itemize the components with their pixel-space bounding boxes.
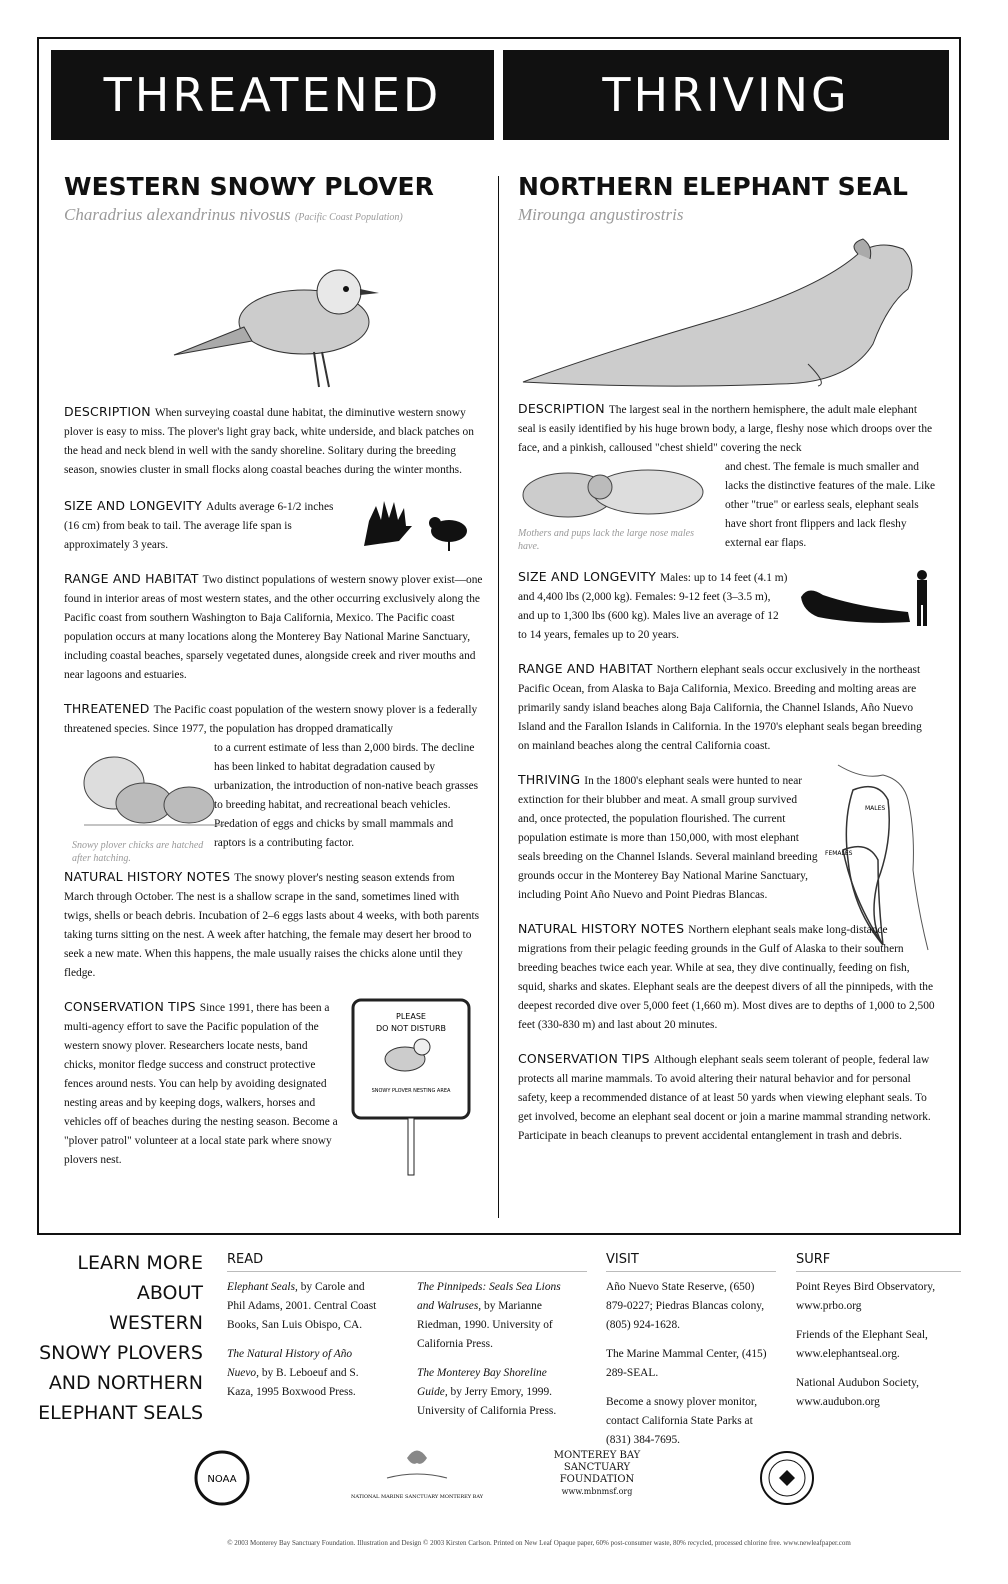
species-latin: Mirounga angustirostris: [518, 205, 684, 224]
plover-chicks-illustration: [74, 743, 224, 833]
visit-item: Año Nuevo State Reserve, (650) 879-0227; Piedras Blancas colony, (805) 924-1628.: [606, 1281, 765, 1331]
visit-item: The Marine Mammal Center, (415) 289-SEAL.: [606, 1348, 767, 1379]
reference-item: The Monterey Bay Shoreline Guide, by Jerry Emory, 1999. University of California Press.: [417, 1367, 557, 1417]
sign-line2: DO NOT DISTURB: [375, 1024, 447, 1033]
commerce-seal-logo: [757, 1448, 817, 1508]
chick-caption: Snowy plover chicks are hatched after hatching.: [72, 840, 204, 864]
surf-section: [796, 1250, 961, 1422]
read-heading: READ: [227, 1250, 587, 1272]
plover-column: [64, 170, 486, 1170]
surf-item: Friends of the Elephant Seal, www.elephantseal.org.: [796, 1329, 928, 1360]
seal-size: SIZE AND LONGEVITY Males: up to 14 feet (4.1 m) and 4,400 lbs (2,000 kg). Females: 9-12 feet (3–3.5 m), and up to 1,300 lbs (600 kg). Males live an average of 12 to 14 years, females up to 20 years.: [518, 567, 936, 645]
sponsor-logos: [187, 1438, 887, 1518]
elephant-seal-illustration: [518, 234, 928, 389]
banner-thriving: THRIVING: [503, 50, 949, 140]
seal-natural-history: NATURAL HISTORY NOTES Northern elephant seals make long-distance migrations from their pelagic feeding grounds in the Gulf of Alaska to their southern breeding beaches twice each year. While at sea, they dive continually, feeding on fish, squid, sharks and skates. Elephant seals are the deepest divers of all the pinnipeds, with the deepest recorded dive over 5,000 feet (1,660 m). Most dives are to depths of 1,000 to 2,500 feet (330-830 m) and last about 20 minutes.: [518, 921, 935, 1031]
pup-caption: Mothers and pups lack the large nose males have.: [518, 528, 694, 552]
species-name: WESTERN SNOWY PLOVER: [64, 172, 434, 201]
reference-item: The Pinnipeds: Seals Sea Lions and Walruses, by Marianne Riedman, 1990. University of California Press.: [417, 1281, 561, 1350]
seal-conservation: CONSERVATION TIPS Although elephant seals seem tolerant of people, federal law protects all marine mammals. To avoid altering their natural behavior and for personal safety, keep a recommended distance of at least 50 yards when viewing elephant seals. To get involved, become an elephant seal docent or join a marine mammal stranding network. Participate in beach cleanups to prevent accidental entanglement in trash and debris.: [518, 1051, 931, 1142]
column-divider: [498, 176, 499, 1218]
svg-text:NATIONAL MARINE SANCTUARY MONT: NATIONAL MARINE SANCTUARY MONTEREY BAY: [350, 1494, 484, 1500]
foundation-logo: MONTEREY BAY SANCTUARY FOUNDATION www.mbnmsf.org: [553, 1450, 641, 1496]
surf-item: National Audubon Society, www.audubon.org: [796, 1377, 919, 1408]
visit-item: Become a snowy plover monitor, contact California State Parks at (831) 384-7695.: [606, 1396, 758, 1446]
plover-threatened: THREATENED The Pacific coast population of the western snowy plover is a federally threatened species. Since 1977, the population has dropped dramatically Snowy plover chicks are hatched after hatching. to a current estimate of less than 2,000 birds. The decline has been linked to habitat degradation caused by urbanization, the introduction of non-native beach grasses to breeding habitat, and recreational beach vehicles. Predation of eggs and chicks by small mammals and raptors is a contributing factor.: [64, 701, 479, 864]
seal-range: RANGE AND HABITAT Northern elephant seals occur exclusively in the northeast Pacific Ocean, from Alaska to Baja California, Mexico. Breeding and molting areas are primarily sandy island beaches along Baja California, the Channel Islands, Año Nuevo Island and the Farallon Islands in California. In the 1970's elephant seals began breeding on mainland beaches along the central California coast.: [518, 661, 922, 752]
seal-column: [518, 170, 936, 1146]
learn-more-heading: LEARN MORE ABOUT WESTERN SNOWY PLOVERS AND NORTHERN ELEPHANT SEALS: [38, 1252, 203, 1424]
visit-section: [606, 1250, 776, 1460]
sign-line3: SNOWY PLOVER NESTING AREA: [371, 1088, 451, 1094]
plover-conservation: CONSERVATION TIPS Since 1991, there has been a multi-agency effort to save the Pacific population of the western snowy plover. Researchers locate nests, band chicks, monitor fledge success and construct protective fences around nests. You can help by avoiding designated nesting areas and by keeping dogs, walkers, horses and vehicles off of beaches during the nesting season. Become a "plover patrol" volunteer at a local state park where snowy plovers nest. PLEASE DO NOT DISTURB SNOWY PLOVER NESTING AREA: [64, 997, 486, 1170]
hand-and-bird-silhouette: [354, 496, 484, 556]
species-name: NORTHERN ELEPHANT SEAL: [518, 172, 908, 201]
plover-size: SIZE AND LONGEVITY Adults average 6-1/2 inches (16 cm) from beak to tail. The average life span is approximately 3 years.: [64, 496, 486, 555]
copyright-notice: © 2003 Monterey Bay Sanctuary Foundation. Illustration and Design © 2003 Kirsten Carlson. Printed on New Leaf Opaque paper, 60% post-consumer waste, 80% recycled, processed chlorine free. www.newleafpaper.com: [227, 1539, 851, 1547]
map-label-females: FEMALES: [825, 850, 853, 857]
seal-and-human-silhouette: [798, 567, 938, 629]
reference-item: The Natural History of Año Nuevo, by B. Leboeuf and S. Kaza, 1995 Boxwood Press.: [227, 1348, 359, 1398]
map-label-males: MALES: [865, 805, 886, 812]
surf-heading: SURF: [796, 1250, 961, 1272]
plover-range: RANGE AND HABITAT Two distinct populations of western snowy plover exist—one found in interior areas of most western states, and the other occurring exclusively along the Pacific coast from southern Washington to Baja California, Mexico. The Pacific coast population occurs at many locations along the Monterey Bay National Marine Sanctuary, including coastal beaches, sparsely vegetated dunes, alongside creek and river mouths and near lagoons and estuaries.: [64, 571, 483, 681]
banner-threatened: THREATENED: [51, 50, 494, 140]
read-section: [227, 1250, 587, 1431]
svg-text:NOAA: NOAA: [207, 1474, 237, 1485]
mother-pup-illustration: [518, 457, 708, 522]
reference-item: Elephant Seals, by Carole and Phil Adams, 2001. Central Coast Books, San Luis Obispo, CA.: [227, 1281, 377, 1331]
surf-item: Point Reyes Bird Observatory, www.prbo.org: [796, 1281, 936, 1312]
plover-natural-history: NATURAL HISTORY NOTES The snowy plover's nesting season extends from March through October. The nest is a shallow scrape in the sand, sometimes lined with twigs, shells or beach debris. Incubation of 2–6 eggs lasts about 4 weeks, with both parents taking turns sitting on the nest. A week after hatching, the female may desert her brood to seek a new mate. When this happens, the male usually raises the chicks alone until they fledge.: [64, 869, 480, 979]
seal-thriving: THRIVING In the 1800's elephant seals were hunted to near extinction for their blubber and meat. A small group survived and, once protected, the population flourished. The current population estimate is more than 150,000, with most elephant seals breeding on the Channel Islands. Several mainland breeding grounds occur in the Monterey Bay National Marine Sanctuary, including Point Año Nuevo and Point Piedras Blancas. MALES FEMALES: [518, 770, 936, 905]
sanctuary-logo: [350, 1438, 484, 1513]
noaa-logo: [192, 1448, 252, 1508]
plover-illustration: [164, 237, 464, 392]
sign-line1: PLEASE: [396, 1012, 426, 1021]
footer: [37, 1248, 961, 1568]
visit-heading: VISIT: [606, 1250, 776, 1272]
species-latin: Charadrius alexandrinus nivosus (Pacific Coast Population): [64, 205, 403, 224]
do-not-disturb-sign: [350, 997, 475, 1177]
plover-description: DESCRIPTION When surveying coastal dune habitat, the diminutive western snowy plover is easy to miss. The plover's light gray back, white underside, and black patches on the head and neck blend in well with the sandy shoreline. Solitary during the breeding season, snowies cluster in small flocks along coastal beaches during the winter months.: [64, 404, 474, 476]
seal-description: DESCRIPTION The largest seal in the northern hemisphere, the adult male elephant seal is easily identified by his huge brown body, a large, fleshy nose which droops over the face, and a pinkish, calloused "chest shield" covering the neck Mothers and pups lack the large nose males have. and chest. The female is much smaller and lacks the distinctive features of the male. Like other "true" or earless seals, elephant seals have short front flippers and lack fleshy external ear flaps.: [518, 401, 936, 552]
